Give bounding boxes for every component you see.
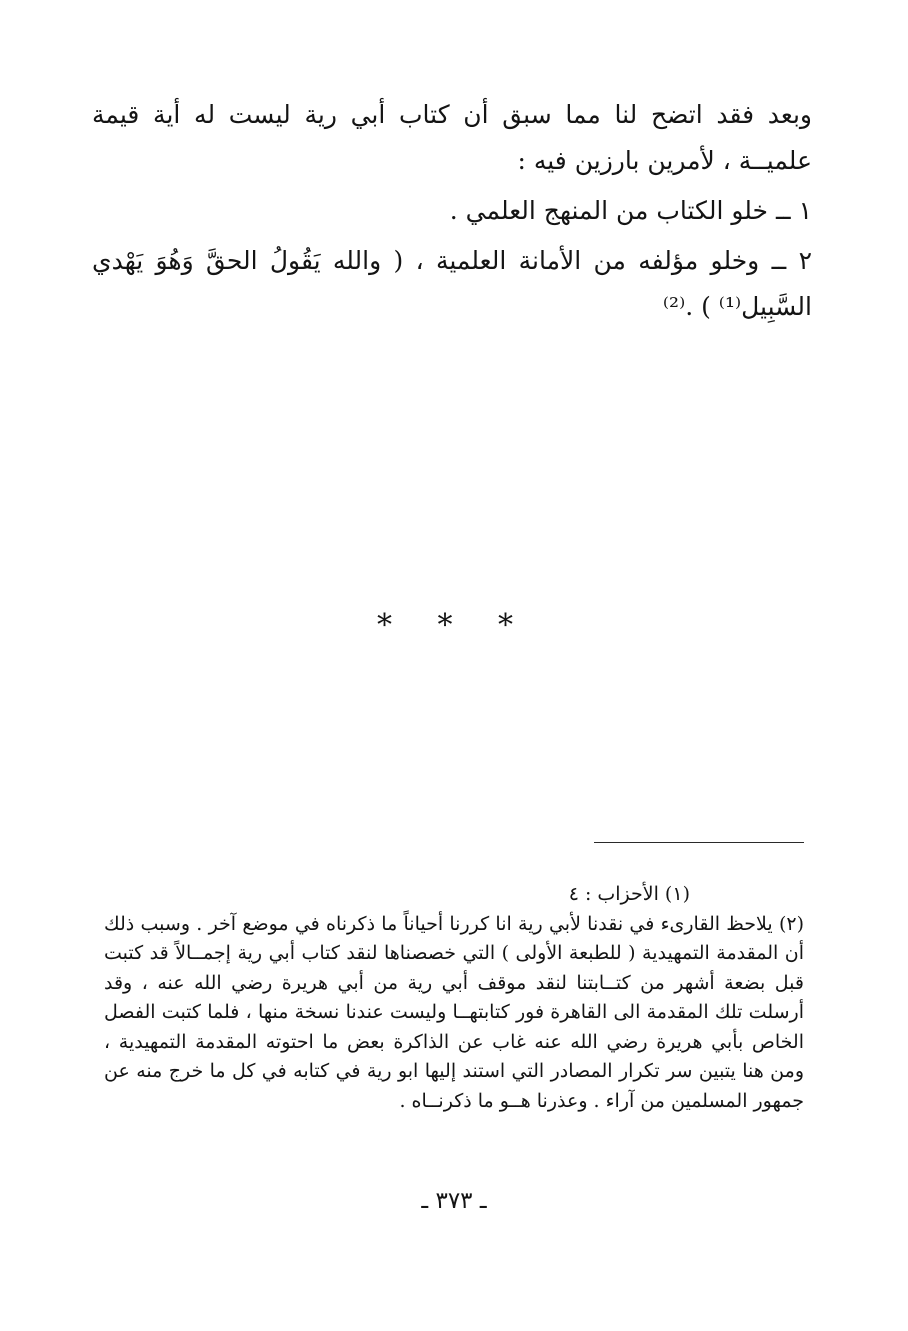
footnote-2: (٢) يلاحظ القارىء في نقدنا لأبي رية انا كررنا أحياناً ما ذكرناه في موضع آخر . وسبب ذلك أن المقدمة التمهيدية ( للطبعة الأولى ) التي خصصناها لنقد كتاب أبي رية إجمــالاً قد كتبت قبل بضعة أشهر من كتــابتنا لنقد موقف أبي رية من أبي هريرة رضي الله عنه ، وقد أرسلت تلك المقدمة الى القاهرة فور كتابتهــا وليست عندنا نسخة منها ، فلما كتبت الفصل الخاص بأبي هريرة رضي الله عنه غاب عن الذاكرة بعض ما احتوته المقدمة التمهيدية ، ومن هنا يتبين سر تكرار المصادر التي استند إليها ابو رية في كتابه في كل ما خرج منه عن جمهور المسلمين من آراء . وعذرنا هــو ما ذكرنــاه . xyxy=(104,912,804,1112)
section-separator: * * * xyxy=(376,608,532,643)
main-text-block xyxy=(92,92,812,330)
footnote-rule xyxy=(594,842,804,843)
page-number: ـ ٣٧٣ ـ xyxy=(421,1188,487,1214)
footnotes-block xyxy=(104,880,804,1116)
list-item-2: ٢ ــ وخلو مؤلفه من الأمانة العلمية ، ( والله يَقُولُ الحقَّ وَهُوَ يَهْدي السَّبِيل⁽¹⁾ ) .⁽²⁾ xyxy=(92,246,812,321)
list-item-1: ١ ــ خلو الكتاب من المنهج العلمي . xyxy=(449,196,812,225)
intro-paragraph: وبعد فقد اتضح لنا مما سبق أن كتاب أبي رية ليست له أية قيمة علميــة ، لأمرين بارزين فيه : xyxy=(92,100,812,175)
footnote-1: (١) الأحزاب : ٤ xyxy=(568,883,690,905)
